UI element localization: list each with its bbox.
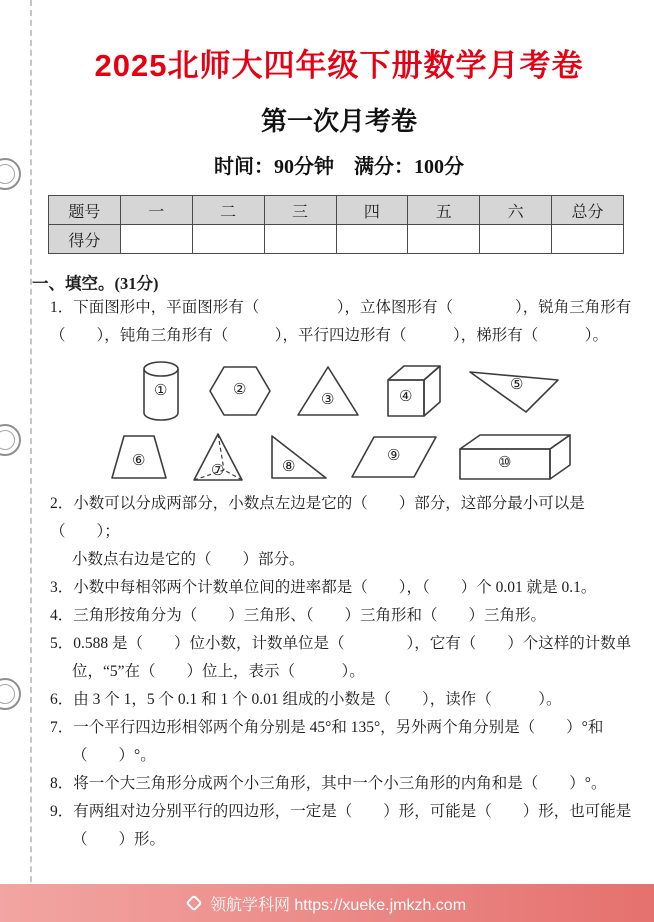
shape-label-8: ⑧ (282, 459, 296, 475)
score-table (48, 195, 624, 254)
question-3: 3．小数中每相邻两个计数单位间的进率都是（ ），（ ）个 0.01 就是 0.1。 (50, 579, 597, 596)
question-9-line-1: 9．有两组对边分别平行的四边形，一定是（ ）形，可能是（ ）形，也可能是 (50, 803, 632, 820)
shapes-row-1 (138, 358, 632, 424)
binding-line (30, 0, 32, 922)
shape-parallelogram (350, 433, 438, 481)
shape-cuboid (458, 431, 580, 483)
score-header-cell: 二 (192, 196, 264, 225)
shape-label-9: ⑨ (387, 448, 401, 464)
score-header-cell: 五 (408, 196, 480, 225)
seal-stamp-inner (0, 430, 15, 450)
score-row-label: 得分 (49, 225, 121, 254)
shape-label-3: ③ (321, 392, 335, 408)
question-2-line-2: 小数点右边是它的（ ）部分。 (72, 551, 305, 568)
question-5-line-1: 5．0.588 是（ ）位小数，计数单位是（ ），它有（ ）个这样的计数单 (50, 635, 632, 652)
score-blank-cell (120, 225, 192, 254)
page-title: 2025北师大四年级下册数学月考卷 (94, 48, 584, 83)
shape-label-4: ④ (399, 389, 413, 405)
footer-site-link[interactable]: 领航学科网 https://xueke.jmkzh.com (209, 896, 467, 914)
score-blank-cell (192, 225, 264, 254)
score-blank-cell (336, 225, 408, 254)
shape-right-triangle (266, 432, 330, 482)
shapes-row-2 (108, 430, 632, 484)
seal-stamp-inner (0, 164, 15, 184)
score-header-cell: 三 (264, 196, 336, 225)
score-header-cell: 一 (120, 196, 192, 225)
exam-subtitle: 第一次月考卷 (260, 107, 417, 136)
score-header-cell: 总分 (552, 196, 624, 225)
shape-trapezoid (108, 432, 170, 482)
shape-cube (384, 362, 444, 420)
shape-label-1: ① (154, 383, 168, 399)
score-table-score-row (49, 225, 624, 254)
score-header-cell: 四 (336, 196, 408, 225)
exam-meta: 时间：90分钟 满分：100分 (214, 156, 464, 178)
score-blank-cell (264, 225, 336, 254)
question-6: 6．由 3 个 1，5 个 0.1 和 1 个 0.01 组成的小数是（ ），读作（ ）。 (50, 691, 562, 708)
question-4: 4．三角形按角分为（ ）三角形、（ ）三角形和（ ）三角形。 (50, 607, 547, 624)
score-header-cell: 六 (480, 196, 552, 225)
shape-label-5: ⑤ (510, 377, 524, 393)
question-7-line-2: （ ）°。 (72, 747, 156, 764)
section-title: 一、填空。(31分) (32, 274, 159, 293)
footer-bar (0, 884, 654, 922)
question-8: 8．将一个大三角形分成两个小三角形，其中一个小三角形的内角和是（ ）°。 (50, 775, 607, 792)
shape-hexagon (208, 363, 272, 419)
seal-stamp-inner (0, 684, 15, 704)
score-blank-cell (408, 225, 480, 254)
score-header-cell: 题号 (49, 196, 121, 225)
score-table-header-row (49, 196, 624, 225)
question-2-line-1: 2．小数可以分成两部分，小数点左边是它的（ ）部分，这部分最小可以是（ ）； (50, 495, 585, 540)
score-blank-cell (480, 225, 552, 254)
shape-label-7: ⑦ (211, 463, 225, 479)
page-content (0, 40, 654, 854)
shape-label-10: ⑩ (498, 455, 512, 471)
question-5-line-2: 位，“5”在（ ）位上，表示（ ）。 (72, 663, 365, 680)
question-9-line-2: （ ）形。 (72, 831, 166, 848)
shape-pyramid (190, 430, 246, 484)
question-1-line-1: 1．下面图形中，平面图形有（ ），立体图形有（ ），锐角三角形有 (50, 299, 632, 316)
shape-cylinder (138, 358, 184, 424)
question-1-line-2: （ ），钝角三角形有（ ），平行四边形有（ ），梯形有（ ）。 (50, 327, 609, 344)
shape-label-2: ② (233, 382, 247, 398)
shape-label-6: ⑥ (132, 453, 146, 469)
shape-obtuse-triangle (468, 368, 560, 414)
question-7-line-1: 7．一个平行四边形相邻两个角分别是 45°和 135°，另外两个角分别是（ ）°和 (50, 719, 604, 736)
footer-logo-icon (185, 895, 202, 912)
shape-triangle (296, 363, 360, 419)
score-blank-cell (552, 225, 624, 254)
